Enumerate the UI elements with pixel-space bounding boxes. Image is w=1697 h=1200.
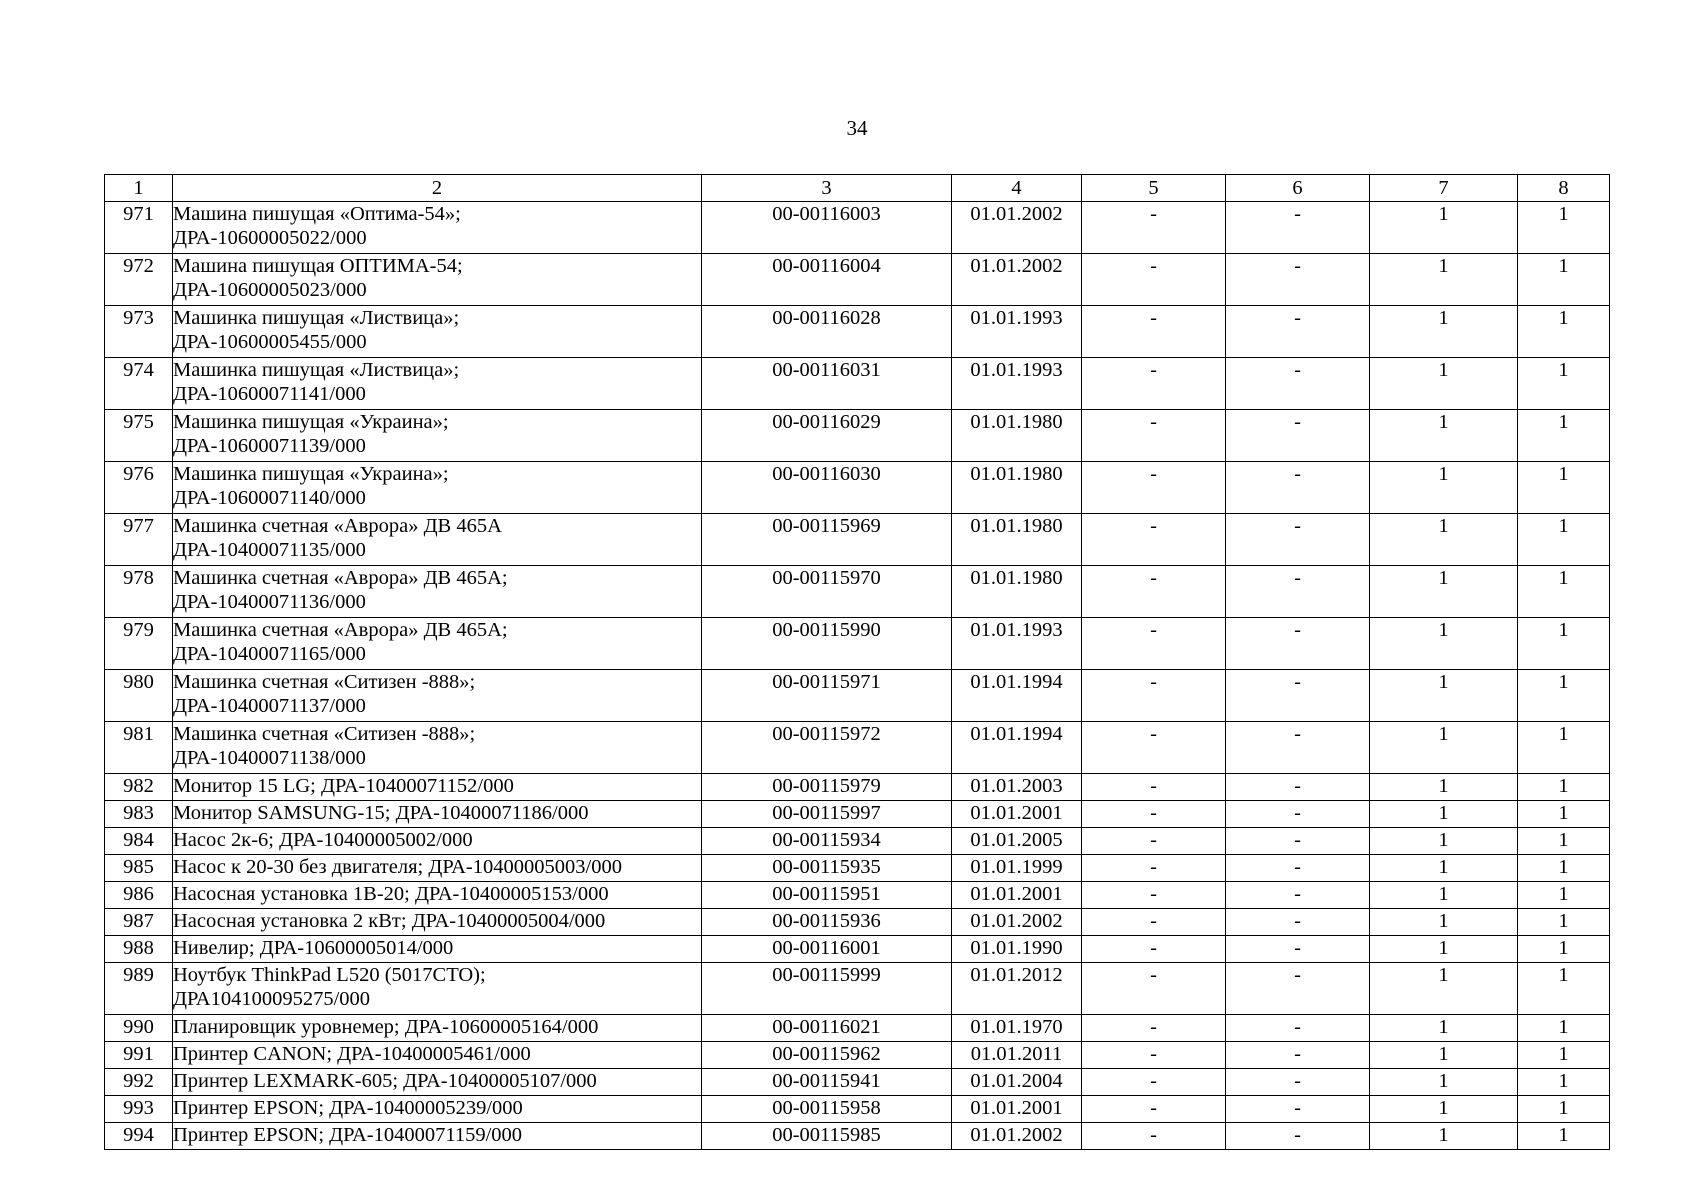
column-6-cell: - xyxy=(1226,722,1370,774)
date-cell: 01.01.2002 xyxy=(952,909,1082,936)
inventory-number-cell: 00-00115997 xyxy=(702,801,952,828)
date-cell: 01.01.1990 xyxy=(952,936,1082,963)
column-8-cell: 1 xyxy=(1518,936,1610,963)
table-row xyxy=(105,1096,1610,1123)
column-5-cell: - xyxy=(1082,670,1226,722)
column-5-cell: - xyxy=(1082,722,1226,774)
row-number-cell: 986 xyxy=(105,882,173,909)
item-name-cell: Машина пишущая ОПТИМА-54; ДРА-10600005023/000 xyxy=(173,254,702,306)
table-row xyxy=(105,774,1610,801)
inventory-number-cell: 00-00115941 xyxy=(702,1069,952,1096)
date-cell: 01.01.2001 xyxy=(952,801,1082,828)
inventory-number-cell: 00-00116031 xyxy=(702,358,952,410)
inventory-number-cell: 00-00115958 xyxy=(702,1096,952,1123)
table-body xyxy=(105,202,1610,1150)
date-cell: 01.01.1994 xyxy=(952,670,1082,722)
row-number-cell: 984 xyxy=(105,828,173,855)
column-6-cell: - xyxy=(1226,202,1370,254)
date-cell: 01.01.2012 xyxy=(952,963,1082,1015)
column-6-cell: - xyxy=(1226,358,1370,410)
date-cell: 01.01.2002 xyxy=(952,1123,1082,1150)
column-8-cell: 1 xyxy=(1518,801,1610,828)
date-cell: 01.01.1980 xyxy=(952,566,1082,618)
column-5-cell: - xyxy=(1082,1042,1226,1069)
column-7-cell: 1 xyxy=(1370,1042,1518,1069)
inventory-number-cell: 00-00116021 xyxy=(702,1015,952,1042)
inventory-number-cell: 00-00116001 xyxy=(702,936,952,963)
column-6-cell: - xyxy=(1226,462,1370,514)
column-7-cell: 1 xyxy=(1370,358,1518,410)
table-row xyxy=(105,1123,1610,1150)
row-number-cell: 974 xyxy=(105,358,173,410)
row-number-cell: 973 xyxy=(105,306,173,358)
item-name-cell: Ноутбук ThinkPad L520 (5017CTO); ДРА104100095275/000 xyxy=(173,963,702,1015)
inventory-number-cell: 00-00115934 xyxy=(702,828,952,855)
table-row xyxy=(105,1069,1610,1096)
date-cell: 01.01.1994 xyxy=(952,722,1082,774)
column-5-cell: - xyxy=(1082,963,1226,1015)
item-name-cell: Машинка пишущая «Украина»; ДРА-10600071140/000 xyxy=(173,462,702,514)
column-5-cell: - xyxy=(1082,909,1226,936)
column-6-cell: - xyxy=(1226,670,1370,722)
column-6-cell: - xyxy=(1226,909,1370,936)
table-header-row xyxy=(105,175,1610,202)
row-number-cell: 978 xyxy=(105,566,173,618)
row-number-cell: 987 xyxy=(105,909,173,936)
column-6-cell: - xyxy=(1226,566,1370,618)
table-row xyxy=(105,801,1610,828)
date-cell: 01.01.2002 xyxy=(952,254,1082,306)
column-6-cell: - xyxy=(1226,514,1370,566)
table-row xyxy=(105,358,1610,410)
date-cell: 01.01.1980 xyxy=(952,462,1082,514)
table-row xyxy=(105,254,1610,306)
table-row xyxy=(105,670,1610,722)
column-7-cell: 1 xyxy=(1370,909,1518,936)
column-6-cell: - xyxy=(1226,774,1370,801)
column-8-cell: 1 xyxy=(1518,963,1610,1015)
column-6-cell: - xyxy=(1226,855,1370,882)
date-cell: 01.01.2003 xyxy=(952,774,1082,801)
column-7-cell: 1 xyxy=(1370,410,1518,462)
column-7-cell: 1 xyxy=(1370,963,1518,1015)
item-name-cell: Машинка счетная «Ситизен -888»; ДРА-10400071138/000 xyxy=(173,722,702,774)
column-7-cell: 1 xyxy=(1370,618,1518,670)
column-8-cell: 1 xyxy=(1518,618,1610,670)
column-6-cell: - xyxy=(1226,1123,1370,1150)
column-8-cell: 1 xyxy=(1518,1015,1610,1042)
column-7-cell: 1 xyxy=(1370,936,1518,963)
column-header: 4 xyxy=(952,175,1082,202)
row-number-cell: 991 xyxy=(105,1042,173,1069)
table-row xyxy=(105,462,1610,514)
row-number-cell: 989 xyxy=(105,963,173,1015)
column-header: 5 xyxy=(1082,175,1226,202)
column-6-cell: - xyxy=(1226,963,1370,1015)
item-name-cell: Насос к 20-30 без двигателя; ДРА-10400005003/000 xyxy=(173,855,702,882)
table-row xyxy=(105,855,1610,882)
item-name-cell: Машинка счетная «Аврора» ДВ 465А; ДРА-10400071136/000 xyxy=(173,566,702,618)
date-cell: 01.01.1999 xyxy=(952,855,1082,882)
table-row xyxy=(105,1015,1610,1042)
row-number-cell: 972 xyxy=(105,254,173,306)
item-name-cell: Машинка счетная «Аврора» ДВ 465А; ДРА-10400071165/000 xyxy=(173,618,702,670)
row-number-cell: 975 xyxy=(105,410,173,462)
column-5-cell: - xyxy=(1082,936,1226,963)
column-8-cell: 1 xyxy=(1518,202,1610,254)
date-cell: 01.01.1993 xyxy=(952,618,1082,670)
item-name-cell: Машинка счетная «Аврора» ДВ 465А ДРА-10400071135/000 xyxy=(173,514,702,566)
row-number-cell: 993 xyxy=(105,1096,173,1123)
column-7-cell: 1 xyxy=(1370,828,1518,855)
column-7-cell: 1 xyxy=(1370,566,1518,618)
inventory-number-cell: 00-00115990 xyxy=(702,618,952,670)
inventory-number-cell: 00-00115979 xyxy=(702,774,952,801)
inventory-number-cell: 00-00115999 xyxy=(702,963,952,1015)
date-cell: 01.01.1993 xyxy=(952,358,1082,410)
column-5-cell: - xyxy=(1082,254,1226,306)
inventory-number-cell: 00-00116030 xyxy=(702,462,952,514)
table-row xyxy=(105,202,1610,254)
table-row xyxy=(105,306,1610,358)
row-number-cell: 979 xyxy=(105,618,173,670)
row-number-cell: 992 xyxy=(105,1069,173,1096)
column-7-cell: 1 xyxy=(1370,722,1518,774)
table-row xyxy=(105,909,1610,936)
row-number-cell: 981 xyxy=(105,722,173,774)
column-8-cell: 1 xyxy=(1518,1096,1610,1123)
column-5-cell: - xyxy=(1082,410,1226,462)
column-8-cell: 1 xyxy=(1518,882,1610,909)
date-cell: 01.01.2002 xyxy=(952,202,1082,254)
column-8-cell: 1 xyxy=(1518,254,1610,306)
column-5-cell: - xyxy=(1082,774,1226,801)
item-name-cell: Машинка пишущая «Листвица»; ДРА-10600071141/000 xyxy=(173,358,702,410)
column-7-cell: 1 xyxy=(1370,202,1518,254)
item-name-cell: Принтер CANON; ДРА-10400005461/000 xyxy=(173,1042,702,1069)
row-number-cell: 988 xyxy=(105,936,173,963)
column-5-cell: - xyxy=(1082,514,1226,566)
inventory-number-cell: 00-00115985 xyxy=(702,1123,952,1150)
column-7-cell: 1 xyxy=(1370,670,1518,722)
item-name-cell: Машинка пишущая «Листвица»; ДРА-10600005455/000 xyxy=(173,306,702,358)
column-5-cell: - xyxy=(1082,828,1226,855)
inventory-number-cell: 00-00116003 xyxy=(702,202,952,254)
column-5-cell: - xyxy=(1082,882,1226,909)
column-8-cell: 1 xyxy=(1518,1042,1610,1069)
table-row xyxy=(105,722,1610,774)
item-name-cell: Планировщик уровнемер; ДРА-10600005164/000 xyxy=(173,1015,702,1042)
column-8-cell: 1 xyxy=(1518,670,1610,722)
row-number-cell: 990 xyxy=(105,1015,173,1042)
inventory-number-cell: 00-00115935 xyxy=(702,855,952,882)
item-name-cell: Машина пишущая «Оптима-54»; ДРА-10600005022/000 xyxy=(173,202,702,254)
column-header: 6 xyxy=(1226,175,1370,202)
column-8-cell: 1 xyxy=(1518,462,1610,514)
column-7-cell: 1 xyxy=(1370,882,1518,909)
table-row xyxy=(105,566,1610,618)
table-row xyxy=(105,514,1610,566)
item-name-cell: Монитор 15 LG; ДРА-10400071152/000 xyxy=(173,774,702,801)
inventory-number-cell: 00-00116029 xyxy=(702,410,952,462)
item-name-cell: Монитор SAMSUNG-15; ДРА-10400071186/000 xyxy=(173,801,702,828)
column-7-cell: 1 xyxy=(1370,1123,1518,1150)
column-8-cell: 1 xyxy=(1518,774,1610,801)
column-7-cell: 1 xyxy=(1370,1015,1518,1042)
column-7-cell: 1 xyxy=(1370,801,1518,828)
column-7-cell: 1 xyxy=(1370,514,1518,566)
inventory-table xyxy=(104,174,1610,1150)
column-5-cell: - xyxy=(1082,306,1226,358)
item-name-cell: Принтер EPSON; ДРА-10400005239/000 xyxy=(173,1096,702,1123)
column-8-cell: 1 xyxy=(1518,855,1610,882)
column-6-cell: - xyxy=(1226,1015,1370,1042)
column-8-cell: 1 xyxy=(1518,722,1610,774)
column-7-cell: 1 xyxy=(1370,855,1518,882)
column-6-cell: - xyxy=(1226,1069,1370,1096)
column-6-cell: - xyxy=(1226,254,1370,306)
date-cell: 01.01.2011 xyxy=(952,1042,1082,1069)
inventory-number-cell: 00-00115971 xyxy=(702,670,952,722)
column-5-cell: - xyxy=(1082,1015,1226,1042)
column-header: 8 xyxy=(1518,175,1610,202)
column-5-cell: - xyxy=(1082,801,1226,828)
date-cell: 01.01.1993 xyxy=(952,306,1082,358)
inventory-number-cell: 00-00116004 xyxy=(702,254,952,306)
item-name-cell: Принтер LEXMARK-605; ДРА-10400005107/000 xyxy=(173,1069,702,1096)
inventory-number-cell: 00-00115970 xyxy=(702,566,952,618)
column-7-cell: 1 xyxy=(1370,306,1518,358)
column-8-cell: 1 xyxy=(1518,514,1610,566)
column-5-cell: - xyxy=(1082,202,1226,254)
column-7-cell: 1 xyxy=(1370,774,1518,801)
column-6-cell: - xyxy=(1226,306,1370,358)
inventory-number-cell: 00-00115972 xyxy=(702,722,952,774)
row-number-cell: 980 xyxy=(105,670,173,722)
inventory-number-cell: 00-00115936 xyxy=(702,909,952,936)
column-7-cell: 1 xyxy=(1370,1069,1518,1096)
item-name-cell: Насосная установка 2 кВт; ДРА-10400005004/000 xyxy=(173,909,702,936)
column-5-cell: - xyxy=(1082,1096,1226,1123)
column-6-cell: - xyxy=(1226,801,1370,828)
column-8-cell: 1 xyxy=(1518,909,1610,936)
item-name-cell: Насосная установка 1В-20; ДРА-10400005153/000 xyxy=(173,882,702,909)
column-header: 2 xyxy=(173,175,702,202)
column-8-cell: 1 xyxy=(1518,566,1610,618)
table-row xyxy=(105,1042,1610,1069)
column-6-cell: - xyxy=(1226,618,1370,670)
column-header: 3 xyxy=(702,175,952,202)
column-5-cell: - xyxy=(1082,566,1226,618)
column-8-cell: 1 xyxy=(1518,410,1610,462)
inventory-number-cell: 00-00115962 xyxy=(702,1042,952,1069)
row-number-cell: 994 xyxy=(105,1123,173,1150)
column-5-cell: - xyxy=(1082,1069,1226,1096)
column-5-cell: - xyxy=(1082,358,1226,410)
item-name-cell: Принтер EPSON; ДРА-10400071159/000 xyxy=(173,1123,702,1150)
column-7-cell: 1 xyxy=(1370,1096,1518,1123)
table-row xyxy=(105,828,1610,855)
date-cell: 01.01.1980 xyxy=(952,514,1082,566)
column-5-cell: - xyxy=(1082,462,1226,514)
date-cell: 01.01.2001 xyxy=(952,882,1082,909)
column-5-cell: - xyxy=(1082,855,1226,882)
table-row xyxy=(105,618,1610,670)
column-6-cell: - xyxy=(1226,1042,1370,1069)
column-6-cell: - xyxy=(1226,1096,1370,1123)
column-7-cell: 1 xyxy=(1370,462,1518,514)
table-row xyxy=(105,963,1610,1015)
row-number-cell: 971 xyxy=(105,202,173,254)
table-row xyxy=(105,882,1610,909)
item-name-cell: Машинка пишущая «Украина»; ДРА-10600071139/000 xyxy=(173,410,702,462)
column-header: 7 xyxy=(1370,175,1518,202)
column-8-cell: 1 xyxy=(1518,1123,1610,1150)
row-number-cell: 977 xyxy=(105,514,173,566)
date-cell: 01.01.2001 xyxy=(952,1096,1082,1123)
table-row xyxy=(105,936,1610,963)
column-8-cell: 1 xyxy=(1518,358,1610,410)
inventory-number-cell: 00-00115969 xyxy=(702,514,952,566)
row-number-cell: 983 xyxy=(105,801,173,828)
column-5-cell: - xyxy=(1082,618,1226,670)
column-5-cell: - xyxy=(1082,1123,1226,1150)
date-cell: 01.01.2005 xyxy=(952,828,1082,855)
inventory-number-cell: 00-00116028 xyxy=(702,306,952,358)
column-8-cell: 1 xyxy=(1518,1069,1610,1096)
column-8-cell: 1 xyxy=(1518,828,1610,855)
page-number: 34 xyxy=(846,116,868,140)
column-6-cell: - xyxy=(1226,936,1370,963)
column-6-cell: - xyxy=(1226,410,1370,462)
column-8-cell: 1 xyxy=(1518,306,1610,358)
item-name-cell: Нивелир; ДРА-10600005014/000 xyxy=(173,936,702,963)
date-cell: 01.01.2004 xyxy=(952,1069,1082,1096)
column-6-cell: - xyxy=(1226,882,1370,909)
column-6-cell: - xyxy=(1226,828,1370,855)
item-name-cell: Насос 2к-6; ДРА-10400005002/000 xyxy=(173,828,702,855)
row-number-cell: 982 xyxy=(105,774,173,801)
date-cell: 01.01.1980 xyxy=(952,410,1082,462)
inventory-number-cell: 00-00115951 xyxy=(702,882,952,909)
column-header: 1 xyxy=(105,175,173,202)
item-name-cell: Машинка счетная «Ситизен -888»; ДРА-10400071137/000 xyxy=(173,670,702,722)
column-7-cell: 1 xyxy=(1370,254,1518,306)
date-cell: 01.01.1970 xyxy=(952,1015,1082,1042)
row-number-cell: 985 xyxy=(105,855,173,882)
row-number-cell: 976 xyxy=(105,462,173,514)
table-row xyxy=(105,410,1610,462)
